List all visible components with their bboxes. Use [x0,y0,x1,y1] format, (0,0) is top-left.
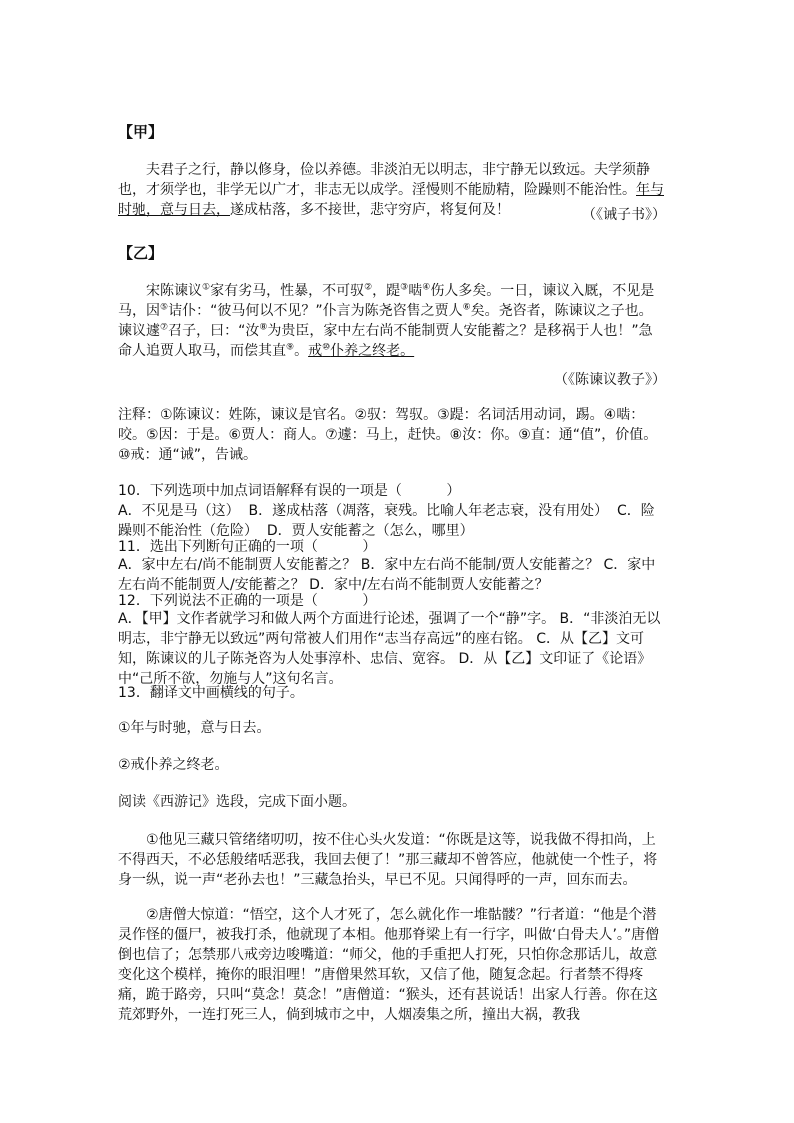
footnote-marker: ⑧ [259,322,268,333]
yi-text: 召子，曰：“汝 [168,323,260,339]
footnote-marker: ⑩ [322,342,331,353]
yi-underlined-sentence [308,343,414,359]
question-11-stem: 11．选出下列断句正确的一项（ ） [118,539,377,555]
jia-underlined-sentence: 年与时驰，意与日去， [118,182,664,218]
footnote-marker: ⑤ [160,302,169,313]
jia-passage-text: 夫君子之行，静以修身，俭以养德。非淡泊无以明志，非宁静无以致远。夫学须静也，才须学也，非学无以广才，非志无以成学。淫慢则不能励精，险躁则不能治性。 [118,162,650,198]
question-12-stem: 12．下列说法不正确的一项是（ ） [118,593,377,609]
jia-source: （《诫子书》） [582,207,666,223]
yi-underlined-text: 仆养之终老。 [330,343,415,359]
footnote-marker: ⑥ [462,302,471,313]
question-10-stem: 10．下列选项中加点词语解释有误的一项是（ ） [118,483,461,499]
xiyou-paragraph-2: ②唐僧大惊道：“悟空，这个人才死了，怎么就化作一堆骷髅？”行者道：“他是个潜灵作怪的僵尸，被我打杀，他就现了本相。他那脊梁上有一行字，叫做‘白骨夫人’。”唐僧倒也信了；怎禁那八戒旁边唆嘴道：“师父，他的手重把人打死，只怕你念那话儿，故意变化这个模样，掩你的眼泪哩！”唐僧果然耳软，又信了他，随复念起。行者禁不得疼痛，跪于路旁，只叫“莫念！莫念！”唐僧道：“猴头，还有甚说话！出家人行善。你在这荒郊野外，一连打死三人，倘到城市之中，人烟凑集之所，撞出大祸，教我 [118,907,660,1023]
yi-text: 啮 [408,283,423,299]
question-11-options: A．家中左右/尚不能制贾人安能蓄之？ B．家中左右尚不能制/贾人安能蓄之？ C．家中左右尚不能制贾人/安能蓄之？ D．家中/左右尚不能制贾人安能蓄之？ [118,557,656,593]
yi-source: （《陈谏议教子》） [554,372,666,388]
question-13-item-1: ①年与时驰，意与日去。 [118,720,271,736]
footnote-marker: ⑦ [160,322,169,333]
yi-passage [118,281,666,361]
footnote-marker: ② [364,282,373,293]
section-heading-yi: 【乙】 [118,244,164,262]
yi-text: 家有劣马，性暴，不可驭 [210,283,365,299]
footnote-marker: ③ [400,282,409,293]
footnote-marker: ① [202,282,211,293]
footnote-marker: ⑨ [286,342,295,353]
question-10-options: A．不见是马（这） B．遂成枯落（凋落，衰残。比喻人年老志衰，没有用处） C．险躁则不能治性（危险） D．贾人安能蓄之（怎么，哪里） [118,503,655,539]
jia-passage-rest: 遂成枯落，多不接世，悲守穷庐，将复何及！ [230,202,510,218]
yi-text: 为贵臣，家中左右尚不能制贾人安能蓄之？是移祸于人也！”急命人追贾人取马，而偿其直 [118,323,653,359]
yi-underlined-text: 戒 [308,343,323,359]
xiyou-paragraph-1: ①他见三藏只管绪绪叨叨，按不住心头火发道：“你既是这等，说我做不得扣尚，上不得西天，不必恁般绪咶恶我，我回去便了！”那三藏却不曾答应，他就使一个性子，将身一纵，说一声“老孙去也！”三藏急抬头，早已不见。只闻得呼的一声，回东而去。 [118,832,658,888]
question-13-stem: 13．翻译文中画横线的句子。 [118,685,304,701]
yi-text: 宋陈谏议 [146,283,202,299]
yi-text: 诘仆：“彼马何以不见？”仆言为陈尧咨售之贾人 [168,303,463,319]
question-13-item-2: ②戒仆养之终老。 [118,757,229,773]
question-12-options: A．【甲】文作者就学习和做人两个方面进行论述，强调了一个“静”字。 B．“非淡泊无以明志，非宁静无以致远”两句常被人们用作“志当存高远”的座右铭。 C．从【乙】文可知，陈谏议的儿子陈尧咨为人处事淳朴、忠信、宽容。 D．从【乙】文印证了《论语》中“己所不欲，勿施与人”这句名言。 [118,611,661,687]
xiyou-intro: 阅读《西游记》选段，完成下面小题。 [118,794,356,810]
section-heading-jia: 【甲】 [118,123,164,141]
yi-text: ，踶 [372,283,401,299]
yi-text: 矣。尧咨者，陈谏议之子也。谏议遽 [118,303,653,339]
yi-text: 伤人多矣。一日，谏议入厩，不见是马，因 [118,283,655,319]
annotations: 注释：①陈谏议：姓陈，谏议是官名。②驭：驾驭。③踶：名词活用动词，踢。④啮：咬。⑤因：于是。⑥贾人：商人。⑦遽：马上，赶快。⑧汝：你。⑨直：通“值”，价值。⑩戒：通“诫”，告诫。 [118,407,658,463]
footnote-marker: ④ [422,282,431,293]
yi-text: 。 [294,343,309,359]
